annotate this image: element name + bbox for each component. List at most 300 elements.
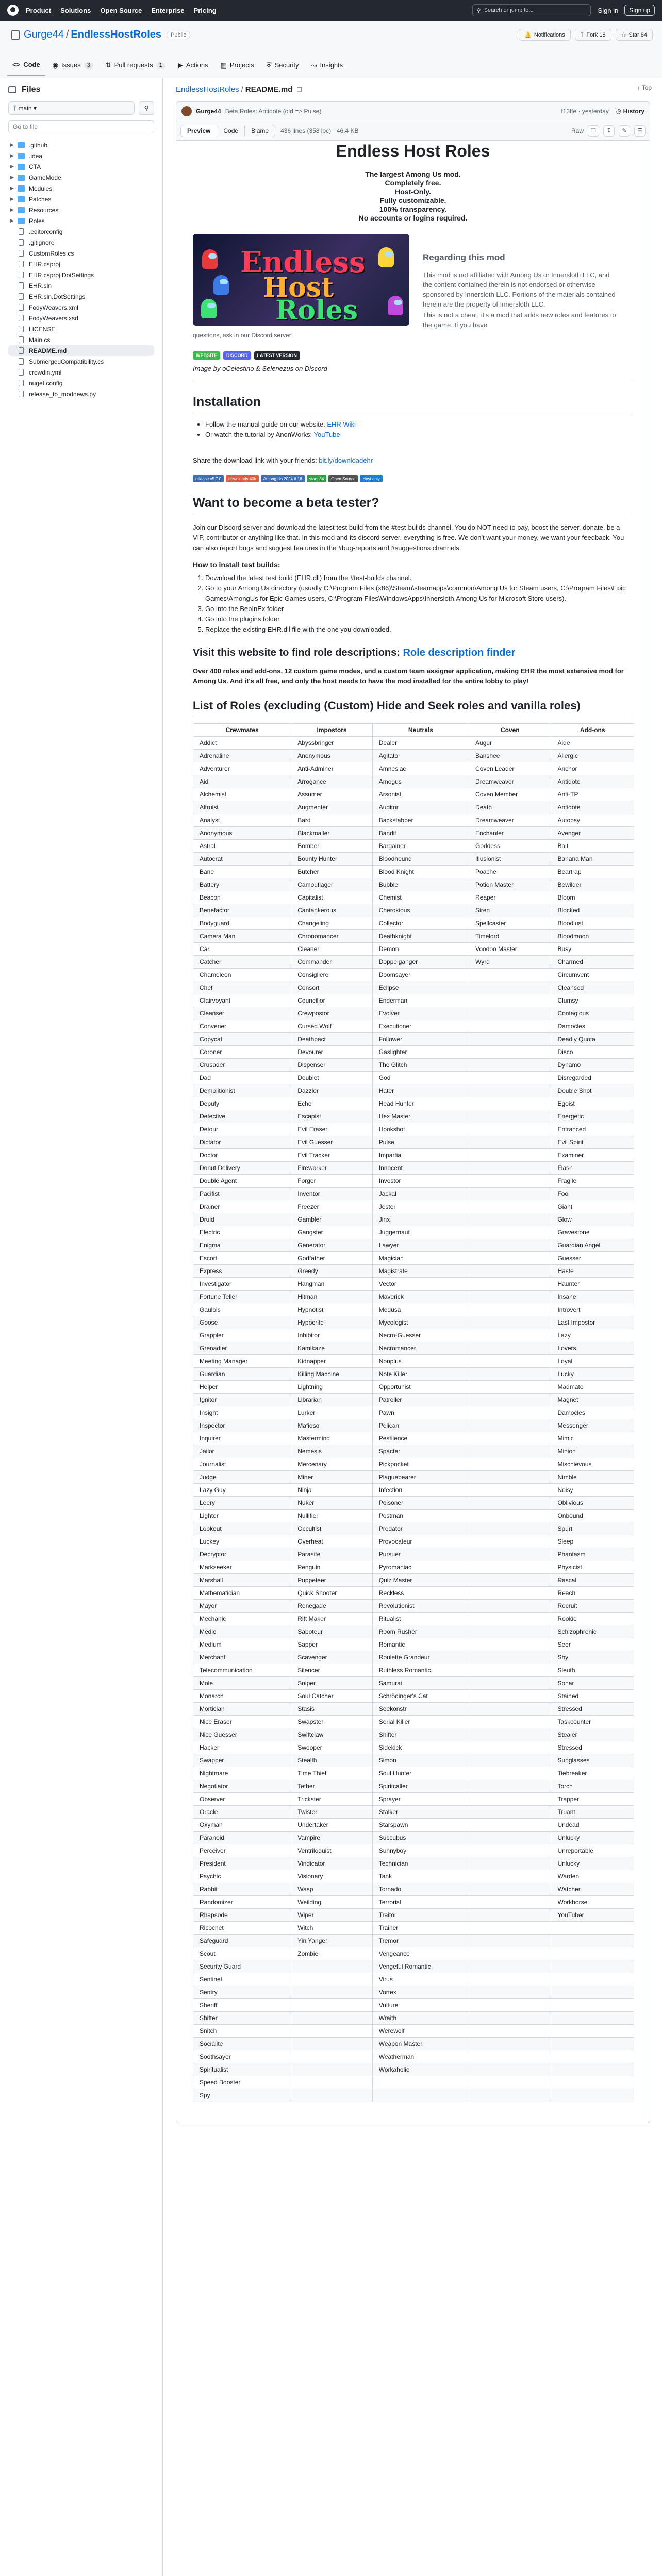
role-cell-crewmates: Escort (193, 1252, 291, 1265)
blame-tab[interactable]: Blame (245, 125, 275, 137)
role-cell-impostors: Cleaner (291, 943, 372, 956)
files-panel-title (8, 85, 154, 94)
role-cell-crewmates: Medium (193, 1638, 291, 1651)
commit-message[interactable]: Beta Roles: Antidote (old => Pulse) (225, 108, 322, 115)
role-cell-addons: Introvert (551, 1303, 634, 1316)
role-cell-addons: Stressed (551, 1741, 634, 1754)
role-cell-coven (469, 2063, 551, 2076)
outline-icon[interactable]: ☰ (634, 125, 646, 137)
visit-heading (193, 647, 633, 659)
sidebar-item-label: CTA (29, 163, 41, 171)
role-cell-addons: Unlucky (551, 1832, 634, 1844)
breadcrumb-repo-link[interactable]: EndlessHostRoles (176, 85, 239, 94)
role-cell-addons: Haste (551, 1265, 634, 1278)
role-cell-coven (469, 1226, 551, 1239)
among-us-badge[interactable]: Among Us 2024.6.18 (261, 475, 305, 482)
sidebar-item-gitignore[interactable] (8, 237, 154, 248)
role-cell-addons: Egoist (551, 1097, 634, 1110)
role-cell-crewmates: Spiritualist (193, 2063, 291, 2076)
table-row (193, 1020, 634, 1033)
preview-tab[interactable]: Preview (181, 125, 217, 137)
commit-author[interactable]: Gurge44 (196, 108, 221, 115)
role-cell-crewmates: Soothsayer (193, 2050, 291, 2063)
role-cell-crewmates: Grappler (193, 1329, 291, 1342)
role-cell-neutrals: Vengeful Romantic (372, 1960, 469, 1973)
notifications-button[interactable] (519, 29, 571, 41)
role-cell-addons: Charmed (551, 956, 634, 969)
tab-actions[interactable] (173, 56, 213, 76)
sidebar-item-label: FodyWeavers.xsd (29, 314, 78, 322)
table-row (193, 1188, 634, 1200)
tab-insights[interactable] (306, 56, 349, 76)
raw-button[interactable]: Raw (571, 127, 584, 134)
role-cell-addons: Tiebreaker (551, 1767, 634, 1780)
table-row (193, 917, 634, 930)
pull-request-icon: ⇅ (105, 61, 111, 69)
table-row (193, 1754, 634, 1767)
role-cell-crewmates: Sentinel (193, 1973, 291, 1986)
role-cell-crewmates: Chef (193, 981, 291, 994)
folder-icon (18, 164, 25, 170)
role-cell-crewmates: Dictator (193, 1136, 291, 1149)
pull-requests-count: 1 (156, 62, 166, 69)
role-cell-coven (469, 1136, 551, 1149)
nav-product[interactable]: Product (26, 6, 52, 14)
sidebar-item-label: FodyWeavers.xml (29, 303, 78, 311)
file-icon (19, 336, 24, 343)
tab-issues[interactable] (47, 56, 98, 76)
role-cell-coven (469, 1625, 551, 1638)
role-cell-neutrals: Postman (372, 1510, 469, 1522)
tab-security-label: Security (274, 61, 299, 69)
role-cell-impostors: Overheat (291, 1535, 372, 1548)
play-icon: ▶ (177, 61, 183, 69)
sidebar-item-readme-md[interactable] (8, 345, 154, 356)
issues-icon: ◉ (52, 61, 59, 69)
sidebar-item-ehr-sln[interactable] (8, 280, 154, 291)
col-addons: Add-ons (551, 724, 634, 737)
repo-name-link[interactable]: EndlessHostRoles (71, 29, 162, 40)
role-cell-impostors: Occultist (291, 1522, 372, 1535)
table-row (193, 1419, 634, 1432)
role-cell-crewmates: Detective (193, 1110, 291, 1123)
role-cell-neutrals: Workaholic (372, 2063, 469, 2076)
role-cell-neutrals: Traitor (372, 1909, 469, 1922)
role-cell-neutrals: Deathknight (372, 930, 469, 943)
role-cell-coven (469, 1510, 551, 1522)
role-cell-crewmates: Aid (193, 775, 291, 788)
role-cell-impostors: Vampire (291, 1832, 372, 1844)
website-badge[interactable]: WEBSITE (193, 351, 220, 360)
nav-pricing[interactable]: Pricing (193, 6, 217, 14)
role-cell-neutrals: God (372, 1072, 469, 1084)
nav-open-source[interactable]: Open Source (100, 6, 142, 14)
role-cell-impostors: Chronomancer (291, 930, 372, 943)
file-icon (19, 380, 24, 386)
role-cell-neutrals: Follower (372, 1033, 469, 1046)
sidebar-item-fodyweavers-xml[interactable] (8, 302, 154, 313)
readme-body (176, 142, 650, 2123)
table-row (193, 878, 634, 891)
role-cell-impostors: Swooper (291, 1741, 372, 1754)
role-cell-neutrals: Room Rusher (372, 1625, 469, 1638)
table-row (193, 1355, 634, 1368)
role-cell-impostors: Inventor (291, 1188, 372, 1200)
role-cell-coven (469, 1072, 551, 1084)
role-cell-neutrals: Vulture (372, 1999, 469, 2012)
file-icon (19, 239, 24, 246)
role-cell-impostors: Saboteur (291, 1625, 372, 1638)
role-cell-crewmates: President (193, 1857, 291, 1870)
share-link[interactable]: bit.ly/downloadehr (319, 456, 373, 464)
role-cell-impostors: Yin Yanger (291, 1935, 372, 1947)
role-cell-coven (469, 1922, 551, 1935)
role-cell-neutrals: Evolver (372, 1007, 469, 1020)
role-cell-coven: Reaper (469, 891, 551, 904)
role-cell-neutrals: Pickpocket (372, 1458, 469, 1471)
tab-security[interactable] (261, 56, 304, 76)
file-icon (19, 315, 24, 321)
role-cell-coven (469, 2012, 551, 2025)
role-cell-crewmates: Marshall (193, 1574, 291, 1587)
role-cell-coven (469, 1587, 551, 1600)
branch-name: main (18, 105, 32, 112)
table-icon: ▦ (220, 61, 227, 69)
install-list (193, 419, 633, 440)
role-cell-coven (469, 1329, 551, 1342)
side-panel-icon[interactable] (8, 86, 16, 93)
role-cell-crewmates: Alchemist (193, 788, 291, 801)
table-row (193, 814, 634, 827)
role-cell-neutrals: Samurai (372, 1677, 469, 1690)
repo-owner-link[interactable]: Gurge44 (24, 29, 64, 40)
sidebar-item-roles[interactable] (8, 215, 154, 226)
role-cell-crewmates: Merchant (193, 1651, 291, 1664)
list-item: 1. Download the latest test build (EHR.dll) from the #test-builds channel. (205, 573, 633, 583)
role-cell-coven: Spellcaster (469, 917, 551, 930)
role-cell-crewmates: Snitch (193, 2025, 291, 2038)
sign-in-link[interactable]: Sign in (598, 6, 619, 14)
sidebar-item-idea[interactable] (8, 150, 154, 161)
sidebar-item-modules[interactable] (8, 183, 154, 194)
role-cell-coven (469, 1188, 551, 1200)
role-cell-coven (469, 1291, 551, 1303)
role-cell-neutrals: Amnesiac (372, 762, 469, 775)
role-cell-neutrals: Romantic (372, 1638, 469, 1651)
role-cell-coven (469, 1355, 551, 1368)
open-source-badge[interactable]: Open Source (328, 475, 358, 482)
role-cell-addons: Bloom (551, 891, 634, 904)
table-row (193, 775, 634, 788)
table-row (193, 1522, 634, 1535)
table-row (193, 1716, 634, 1728)
breadcrumb-separator: / (241, 85, 243, 94)
sidebar-item-label: README.md (29, 347, 67, 354)
role-cell-impostors: Swiftclaw (291, 1728, 372, 1741)
file-icon (19, 358, 24, 365)
table-row (193, 1677, 634, 1690)
table-row (193, 904, 634, 917)
intro-line: Fully customizable. (379, 196, 446, 205)
role-cell-crewmates: Gaulois (193, 1303, 291, 1316)
test-builds-heading: How to install test builds: (193, 561, 280, 569)
download-icon[interactable]: ↧ (603, 125, 615, 137)
copy-icon[interactable]: ❐ (588, 125, 599, 137)
sidebar-item-release-to-modnews-py[interactable] (8, 388, 154, 399)
role-cell-coven (469, 1870, 551, 1883)
sidebar-item-cta[interactable] (8, 161, 154, 172)
table-header-row (193, 724, 634, 737)
go-to-file-input[interactable] (8, 120, 154, 133)
shield-badges (193, 475, 633, 482)
role-cell-addons: Sleuth (551, 1664, 634, 1677)
role-cell-crewmates: Judge (193, 1471, 291, 1484)
role-cell-crewmates: Psychic (193, 1870, 291, 1883)
search-icon: ⚲ (476, 7, 481, 14)
sidebar-item-crowdin-yml[interactable] (8, 367, 154, 378)
table-row (193, 788, 634, 801)
table-row (193, 1986, 634, 1999)
crewmate-icon (202, 249, 218, 269)
role-cell-crewmates: Scout (193, 1947, 291, 1960)
sidebar-item-label: Patches (29, 195, 52, 203)
file-icon (19, 326, 24, 332)
role-cell-coven (469, 1638, 551, 1651)
latest-commit-bar (176, 101, 650, 121)
view-mode-switch (180, 125, 275, 137)
role-cell-neutrals: Demon (372, 943, 469, 956)
repo-title (11, 29, 190, 41)
role-cell-addons: Insane (551, 1291, 634, 1303)
sidebar-item-license[interactable] (8, 324, 154, 334)
role-cell-crewmates: Mathematician (193, 1587, 291, 1600)
fork-button[interactable] (575, 29, 611, 41)
release-badge[interactable]: release v5.7.0 (193, 475, 224, 482)
avatar[interactable] (181, 106, 192, 116)
role-cell-addons: Evil Spirit (551, 1136, 634, 1149)
role-cell-addons: Trapper (551, 1793, 634, 1806)
sign-up-button[interactable]: Sign up (624, 5, 655, 16)
nav-enterprise[interactable]: Enterprise (151, 6, 185, 14)
role-cell-neutrals: Hex Master (372, 1110, 469, 1123)
branch-select[interactable] (8, 101, 135, 115)
role-cell-crewmates: Mole (193, 1677, 291, 1690)
intro-line: No accounts or logins required. (358, 214, 468, 222)
role-cell-neutrals: Medusa (372, 1303, 469, 1316)
latest-version-badge[interactable]: LATEST VERSION (254, 351, 300, 360)
role-cell-impostors: Abyssbringer (291, 737, 372, 750)
role-cell-crewmates: Dad (193, 1072, 291, 1084)
role-cell-addons: Watcher (551, 1883, 634, 1896)
table-row (193, 2038, 634, 2050)
role-cell-crewmates: Electric (193, 1226, 291, 1239)
role-cell-addons: Taskcounter (551, 1716, 634, 1728)
role-cell-impostors: Sniper (291, 1677, 372, 1690)
role-cell-neutrals: Werewolf (372, 2025, 469, 2038)
downloads-badge[interactable]: downloads 40k (226, 475, 258, 482)
role-cell-impostors: Evil Guesser (291, 1136, 372, 1149)
role-cell-neutrals: Starspawn (372, 1819, 469, 1832)
role-cell-addons: Clumsy (551, 994, 634, 1007)
sidebar-item-resources[interactable] (8, 205, 154, 215)
role-cell-addons: Guesser (551, 1252, 634, 1265)
role-cell-coven (469, 1381, 551, 1394)
role-cell-impostors: Quick Shooter (291, 1587, 372, 1600)
search-files-button[interactable] (139, 101, 154, 115)
visibility-badge: Public (167, 31, 190, 39)
role-cell-impostors: Twister (291, 1806, 372, 1819)
role-cell-crewmates: Helper (193, 1381, 291, 1394)
role-cell-crewmates: Clairvoyant (193, 994, 291, 1007)
sidebar-item-customroles-cs[interactable] (8, 248, 154, 259)
readme-intro (193, 170, 633, 223)
stars-badge[interactable]: stars 84 (307, 475, 326, 482)
role-cell-impostors: Godfather (291, 1252, 372, 1265)
role-cell-coven (469, 1896, 551, 1909)
github-logo-icon[interactable] (7, 5, 19, 16)
tab-code[interactable] (7, 56, 45, 76)
search-input[interactable] (472, 4, 591, 16)
role-cell-crewmates: Goose (193, 1316, 291, 1329)
sidebar-item-main-cs[interactable] (8, 334, 154, 345)
role-finder-link[interactable]: Role description finder (403, 647, 516, 658)
role-cell-addons: Aide (551, 737, 634, 750)
role-cell-addons: Bait (551, 840, 634, 853)
host-only-badge[interactable]: Host only (360, 475, 382, 482)
role-cell-neutrals: Lawyer (372, 1239, 469, 1252)
install-text: Follow the manual guide on our website: (205, 420, 327, 428)
role-cell-coven (469, 1535, 551, 1548)
chevron-right-icon: ▶ (10, 207, 14, 212)
role-cell-crewmates: Observer (193, 1793, 291, 1806)
copy-path-icon[interactable]: ❐ (296, 86, 303, 93)
sidebar-item-label: Main.cs (29, 336, 51, 344)
role-cell-neutrals: Infection (372, 1484, 469, 1497)
intro-line: Host-Only. (395, 188, 431, 196)
role-cell-coven: Wyrd (469, 956, 551, 969)
table-row (193, 762, 634, 775)
sidebar-item-editorconfig[interactable] (8, 226, 154, 237)
role-cell-impostors: Changeling (291, 917, 372, 930)
top-link[interactable] (637, 84, 652, 91)
tab-pull-requests[interactable] (101, 56, 171, 76)
sidebar-item-patches[interactable] (8, 194, 154, 205)
sidebar-item-github[interactable] (8, 140, 154, 150)
regarding-text: This mod is not affiliated with Among Us or Innersloth LLC, and the content contained therein is not endorsed or otherwise sponsored by Innersloth LLC. Portions of the materials contained herein are the property of Innersloth LLC. (423, 271, 616, 308)
code-view-tab[interactable]: Code (217, 125, 245, 137)
bell-icon: 🔔 (524, 32, 532, 38)
sidebar-item-fodyweavers-xsd[interactable] (8, 313, 154, 324)
role-cell-crewmates: Catcher (193, 956, 291, 969)
sidebar-item-label: Modules (29, 184, 53, 192)
crewmate-icon (213, 275, 229, 295)
role-cell-coven (469, 981, 551, 994)
sidebar-item-label: .github (29, 141, 48, 149)
role-cell-impostors: Bounty Hunter (291, 853, 372, 866)
role-cell-crewmates: Decryptor (193, 1548, 291, 1561)
sidebar-item-submergedcompatibility-cs[interactable] (8, 356, 154, 367)
sidebar-item-ehr-csproj-dotsettings[interactable] (8, 269, 154, 280)
table-row (193, 1110, 634, 1123)
role-cell-crewmates: Copycat (193, 1033, 291, 1046)
role-cell-addons: Giant (551, 1200, 634, 1213)
banner-image (193, 234, 409, 326)
role-cell-coven (469, 1149, 551, 1162)
role-cell-crewmates: Mayor (193, 1600, 291, 1613)
role-cell-coven (469, 1239, 551, 1252)
role-cell-impostors: Evil Tracker (291, 1149, 372, 1162)
role-cell-impostors: Parasite (291, 1548, 372, 1561)
role-cell-impostors: Gambler (291, 1213, 372, 1226)
discord-badge[interactable]: DISCORD (223, 351, 251, 360)
role-cell-addons (551, 2025, 634, 2038)
file-icon (19, 369, 24, 376)
role-cell-neutrals: Tornado (372, 1883, 469, 1896)
table-row (193, 1857, 634, 1870)
table-row (193, 1162, 634, 1175)
sidebar-item-ehr-csproj[interactable] (8, 259, 154, 269)
role-cell-neutrals: Ruthless Romantic (372, 1664, 469, 1677)
role-cell-impostors: Crewpostor (291, 1007, 372, 1020)
beta-text: Join our Discord server and download the latest test build from the #test-builds channel. You do NOT need to pay, boost the server, donate, be a VIP, contributor or anything like that. In this mod and its discord server, everything is free. We don't want your money, we want your feedback. You can also report bugs and suggest features in the #bug-reports and #suggestions channels. (193, 523, 624, 552)
role-cell-addons (551, 1922, 634, 1935)
chevron-down-icon: ▾ (31, 105, 37, 112)
role-cell-crewmates: Lighter (193, 1510, 291, 1522)
pencil-icon[interactable]: ✎ (619, 125, 630, 137)
role-cell-coven (469, 1548, 551, 1561)
role-cell-crewmates: Perceiver (193, 1844, 291, 1857)
table-row (193, 1497, 634, 1510)
role-cell-addons: Fragile (551, 1175, 634, 1188)
role-cell-addons (551, 1935, 634, 1947)
table-row (193, 1767, 634, 1780)
sidebar-item-ehr-sln-dotsettings[interactable] (8, 291, 154, 302)
tab-projects[interactable] (216, 56, 259, 76)
youtube-link[interactable]: YouTube (313, 431, 340, 438)
role-cell-coven (469, 1020, 551, 1033)
table-row (193, 1548, 634, 1561)
role-cell-impostors (291, 2012, 372, 2025)
sidebar-item-label: EHR.sln.DotSettings (29, 293, 86, 300)
role-cell-coven (469, 1767, 551, 1780)
table-row (193, 1664, 634, 1677)
role-cell-neutrals: Virus (372, 1973, 469, 1986)
role-cell-addons: Cleansed (551, 981, 634, 994)
sidebar-item-gamemode[interactable] (8, 172, 154, 183)
role-cell-addons: Bewilder (551, 878, 634, 891)
role-cell-addons: Torch (551, 1780, 634, 1793)
role-cell-neutrals: Bargainer (372, 840, 469, 853)
role-cell-neutrals: Amogus (372, 775, 469, 788)
arrow-up-icon: ↑ (637, 84, 642, 91)
sidebar-item-label: SubmergedCompatibility.cs (29, 358, 104, 365)
role-cell-coven (469, 1303, 551, 1316)
nav-solutions[interactable]: Solutions (60, 6, 91, 14)
role-cell-coven (469, 1432, 551, 1445)
star-button[interactable] (616, 29, 653, 41)
sidebar-item-nuget-config[interactable] (8, 378, 154, 388)
role-cell-impostors (291, 2063, 372, 2076)
role-cell-crewmates: Detour (193, 1123, 291, 1136)
sidebar-item-label: .idea (29, 152, 43, 160)
table-row (193, 1638, 634, 1651)
ehr-wiki-link[interactable]: EHR Wiki (327, 420, 356, 428)
role-cell-coven (469, 1960, 551, 1973)
history-button[interactable] (616, 108, 644, 115)
role-cell-crewmates: Altruist (193, 801, 291, 814)
role-cell-addons (551, 1947, 634, 1960)
role-cell-coven (469, 1857, 551, 1870)
